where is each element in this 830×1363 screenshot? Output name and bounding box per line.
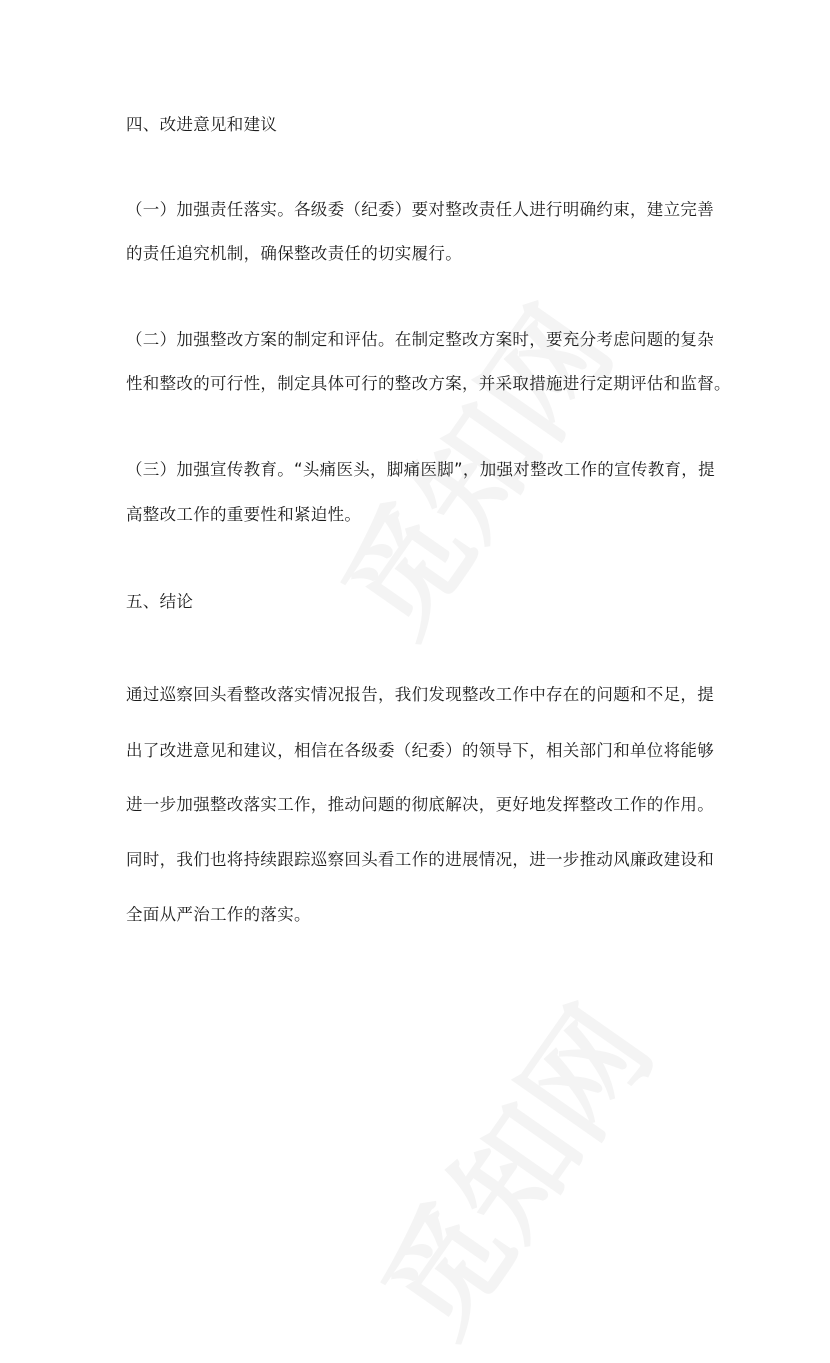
section-heading: 四、改进意见和建议 xyxy=(126,115,278,134)
paragraph-line: （三）加强宣传教育。“头痛医头，脚痛医脚”，加强对整改工作的宣传教育，提 xyxy=(126,460,715,479)
paragraph-line: 通过巡察回头看整改落实情况报告，我们发现整改工作中存在的问题和不足，提 xyxy=(126,685,714,704)
paragraph-line: 高整改工作的重要性和紧迫性。 xyxy=(126,505,362,524)
paragraph-line: 性和整改的可行性，制定具体可行的整改方案，并采取措施进行定期评估和监督。 xyxy=(126,374,731,393)
paragraph-line: （一）加强责任落实。各级委（纪委）要对整改责任人进行明确约束，建立完善 xyxy=(126,200,714,219)
watermark xyxy=(336,969,683,1363)
paragraph-line: 的责任追究机制，确保整改责任的切实履行。 xyxy=(126,244,462,263)
paragraph-line: 全面从严治工作的落实。 xyxy=(126,905,311,924)
paragraph-line: （二）加强整改方案的制定和评估。在制定整改方案时，要充分考虑问题的复杂 xyxy=(126,330,714,349)
paragraph-line: 进一步加强整改落实工作，推动问题的彻底解决，更好地发挥整改工作的作用。 xyxy=(126,795,714,814)
section-heading: 五、结论 xyxy=(126,592,194,611)
paragraph-line: 出了改进意见和建议，相信在各级委（纪委）的领导下，相关部门和单位将能够 xyxy=(126,741,714,760)
paragraph-line: 同时，我们也将持续跟踪巡察回头看工作的进展情况，进一步推动风廉政建设和 xyxy=(126,850,714,869)
